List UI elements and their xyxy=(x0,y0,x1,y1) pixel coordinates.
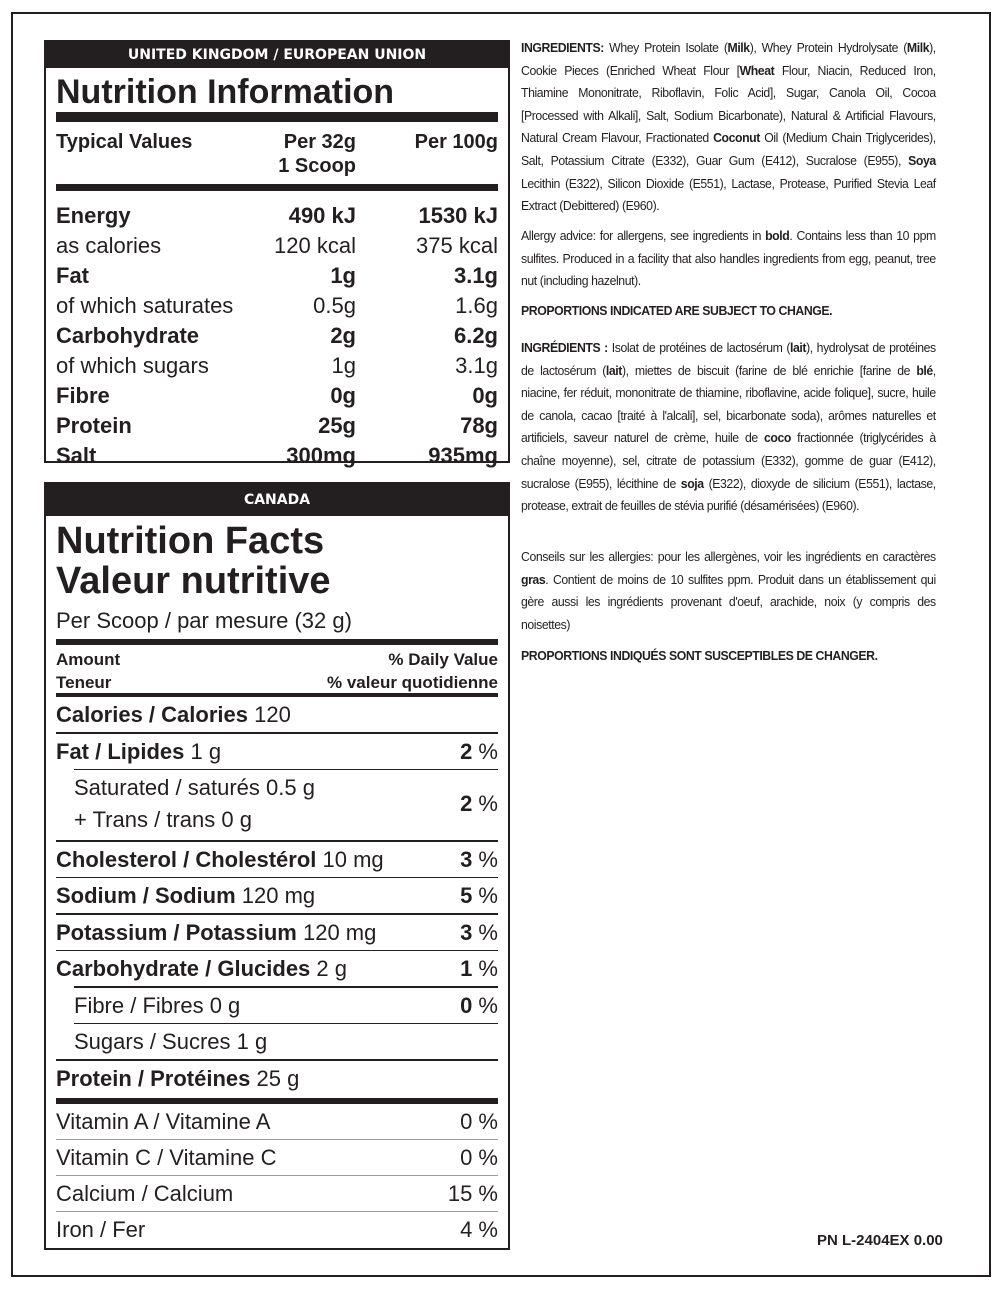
potassium-value: 120 mg xyxy=(296,919,377,945)
uk-divider xyxy=(56,184,498,191)
potassium-row xyxy=(56,915,498,950)
uk-row-label: Protein xyxy=(56,413,132,438)
cholesterol-value: 10 mg xyxy=(316,846,384,872)
sodium-pct: 5 xyxy=(460,883,473,908)
uk-header-per-32g: Per 32g xyxy=(283,131,356,153)
vitamin-label: Vitamin A / Vitamine A xyxy=(56,1108,271,1134)
allergen-bold: Wheat xyxy=(739,62,775,78)
allergy-text: Allergy advice: for allergens, see ingredients in xyxy=(521,228,766,243)
uk-header-per-100g: Per 100g xyxy=(414,131,498,153)
uk-row xyxy=(56,321,498,351)
amount-label-en: Amount xyxy=(56,650,121,669)
uk-title: Nutrition Information xyxy=(56,73,395,111)
ingredients-text: Whey Protein Isolate ( xyxy=(603,40,728,55)
allergen-bold: coco xyxy=(763,430,791,446)
uk-row-per-scoop: 0.5g xyxy=(313,293,356,318)
vitamin-label: Calcium / Calcium xyxy=(56,1180,234,1206)
uk-row xyxy=(56,411,498,441)
uk-row xyxy=(56,351,498,381)
allergy-text: . Contains less than 10 ppm sulfites. Produced in a facility that also handles ingredients from egg, peanut, tree nut (including hazelnut). xyxy=(521,228,936,289)
allergy-bold: gras xyxy=(521,571,546,587)
ingredients-en xyxy=(521,37,936,218)
allergen-bold: blé xyxy=(916,362,933,378)
saturated-pct: 2 xyxy=(460,791,473,816)
allergy-bold: bold xyxy=(765,228,790,243)
carbohydrate-value: 2 g xyxy=(310,956,347,981)
uk-row-per-100g: 0g xyxy=(472,383,498,408)
fibre-label: Fibre / Fibres 0 g xyxy=(74,992,241,1018)
ingredients-text: fractionnée (triglycérides à chaîne moyenne), sel, citrate de potassium (E332), gomme de guar (E412), sucralose (E955), lécithine de xyxy=(521,430,936,491)
uk-nutrition-panel xyxy=(44,40,510,468)
uk-header-typical: Typical Values xyxy=(56,131,193,153)
calories-value: 120 xyxy=(247,702,291,727)
ingredients-text: Lecithin (E322), Silicon Dioxide (E551), Lactase, Protease, Purified Stevia Leaf Extract (Debittered) (E960). xyxy=(521,175,936,214)
uk-row-per-100g: 3.1g xyxy=(455,353,498,378)
uk-row-per-100g: 6.2g xyxy=(453,323,498,348)
calories-row xyxy=(56,697,498,732)
protein-value: 25 g xyxy=(250,1065,300,1091)
uk-row-per-100g: 3.1g xyxy=(453,263,498,288)
canada-amount-header xyxy=(56,645,498,693)
vitamin-row xyxy=(56,1140,498,1175)
pct-sign: % xyxy=(472,919,498,945)
pct-sign: % xyxy=(472,738,498,764)
carbohydrate-label: Carbohydrate / Glucides xyxy=(56,956,311,981)
potassium-label: Potassium / Potassium xyxy=(56,919,297,945)
uk-row-per-scoop: 25g xyxy=(318,413,356,438)
daily-value-label-en: % Daily Value xyxy=(388,650,498,669)
allergy-advice-en xyxy=(521,225,936,293)
uk-row xyxy=(56,261,498,291)
uk-header-1-scoop: 1 Scoop xyxy=(278,155,356,177)
uk-row-label: Fat xyxy=(56,263,89,288)
allergen-bold: lait xyxy=(605,362,622,378)
canada-nutrition-panel xyxy=(44,482,510,1250)
uk-row-label: Salt xyxy=(56,443,97,468)
ingredients-text: Oil (Medium Chain Triglycerides), Salt, Potassium Citrate (E332), Guar Gum (E412), Sucralose (E955), xyxy=(521,130,936,168)
proportions-notice-en: PROPORTIONS INDICATED ARE SUBJECT TO CHANGE. xyxy=(521,303,833,318)
allergen-bold: soja xyxy=(680,475,704,491)
protein-row xyxy=(56,1061,498,1096)
allergy-advice-fr xyxy=(521,546,936,636)
calories-label: Calories / Calories xyxy=(56,702,248,727)
uk-region-bar: UNITED KINGDOM / EUROPEAN UNION xyxy=(46,42,508,68)
amount-label-fr: Teneur xyxy=(56,673,112,692)
pct-sign: % xyxy=(472,992,498,1018)
part-number: PN L-2404EX 0.00 xyxy=(817,1232,943,1249)
pct-sign: % xyxy=(472,883,498,908)
sodium-label: Sodium / Sodium xyxy=(56,883,236,908)
ingredients-text: Flour, Niacin, Reduced Iron, Thiamine Mononitrate, Riboflavin, Folic Acid], Sugar, Canola Oil, Cocoa [Processed with Alkali], Salt, Sodium Bicarbonate), Natural & Artificial Flavours, Natural Cream Flavour, Fractionated xyxy=(521,62,936,146)
uk-row-label: Energy xyxy=(56,203,131,228)
uk-row-label: of which saturates xyxy=(56,293,234,318)
sugars-label: Sugars / Sucres 1 g xyxy=(74,1029,268,1054)
uk-row-label: of which sugars xyxy=(56,353,209,378)
cholesterol-row xyxy=(56,842,498,877)
canada-title-en: Nutrition Facts xyxy=(56,520,325,562)
ingredients-text: ), miettes de biscuit (farine de blé enrichie [farine de xyxy=(621,362,917,378)
cholesterol-pct: 3 xyxy=(460,846,473,872)
sodium-row xyxy=(56,878,498,913)
fat-row xyxy=(56,734,498,769)
uk-row-label: as calories xyxy=(56,233,162,258)
carbohydrate-pct: 1 xyxy=(460,956,473,981)
ingredients-text: (E322), dioxyde de silicium (E551), lactase, protease, extrait de feuilles de stévia purifié (désamérisées) (E960). xyxy=(521,475,936,514)
vitamin-row xyxy=(56,1104,498,1139)
uk-row-per-scoop: 1g xyxy=(330,263,356,288)
fat-pct: 2 xyxy=(460,738,473,764)
uk-divider xyxy=(56,112,498,122)
allergen-bold: Milk xyxy=(727,40,750,55)
saturated-label: Saturated / saturés 0.5 g xyxy=(74,775,315,800)
uk-row-per-scoop: 300mg xyxy=(286,443,356,468)
uk-header-per-scoop xyxy=(278,130,356,178)
uk-row-per-scoop: 1g xyxy=(331,353,356,378)
uk-row-per-100g: 78g xyxy=(460,413,498,438)
saturated-trans-row xyxy=(56,770,498,840)
sugars-row xyxy=(56,1024,498,1059)
ingredients-text: ), Whey Protein Hydrolysate ( xyxy=(749,40,907,55)
uk-row xyxy=(56,381,498,411)
fat-value: 1 g xyxy=(184,738,222,764)
allergen-bold: Soya xyxy=(908,152,936,168)
ingredients-text: ), hydrolysat de protéines de lactosérum ( xyxy=(521,340,936,378)
vitamin-row xyxy=(56,1176,498,1211)
vitamin-pct: 0 % xyxy=(460,1108,498,1134)
ingredients-text: Isolat de protéines de lactosérum ( xyxy=(607,340,791,355)
uk-row-per-scoop: 490 kJ xyxy=(288,203,356,228)
canada-region-bar: CANADA xyxy=(46,484,508,516)
pct-sign: % xyxy=(472,791,498,816)
vitamin-pct: 0 % xyxy=(460,1144,498,1170)
fibre-pct: 0 xyxy=(460,992,473,1018)
uk-row-per-100g: 935mg xyxy=(428,443,498,468)
allergen-bold: Coconut xyxy=(713,130,760,146)
canada-title-fr: Valeur nutritive xyxy=(56,560,331,602)
uk-rows xyxy=(56,201,498,471)
uk-row xyxy=(56,441,498,471)
uk-column-header xyxy=(56,122,498,184)
uk-row-per-100g: 1530 kJ xyxy=(418,203,498,228)
pct-sign: % xyxy=(472,956,498,981)
uk-row-per-100g: 375 kcal xyxy=(416,233,498,258)
ingredients-fr-heading: INGRÉDIENTS : xyxy=(521,340,608,355)
canada-serving-size: Per Scoop / par mesure (32 g) xyxy=(56,608,352,633)
trans-label: + Trans / trans 0 g xyxy=(74,807,252,832)
sodium-value: 120 mg xyxy=(235,883,316,908)
uk-row-per-scoop: 2g xyxy=(330,323,356,348)
pct-sign: % xyxy=(472,846,498,872)
protein-label: Protein / Protéines xyxy=(56,1065,251,1091)
daily-value-label-fr: % valeur quotidienne xyxy=(327,673,498,692)
allergy-text: . Contient de moins de 10 sulfites ppm. Produit dans un établissement qui gère aussi les ingrédients provenant d'oeuf, arachide, noix (y compris des noisettes) xyxy=(521,571,936,632)
vitamin-label: Iron / Fer xyxy=(56,1216,146,1242)
uk-row-label: Carbohydrate xyxy=(56,323,200,348)
uk-row-label: Fibre xyxy=(56,383,110,408)
vitamin-row xyxy=(56,1212,498,1247)
uk-row xyxy=(56,201,498,231)
carbohydrate-row xyxy=(56,951,498,986)
potassium-pct: 3 xyxy=(460,919,473,945)
uk-row-per-scoop: 120 kcal xyxy=(274,233,356,258)
uk-row-per-100g: 1.6g xyxy=(455,293,498,318)
ingredients-en-heading: INGREDIENTS: xyxy=(521,40,604,55)
uk-row xyxy=(56,291,498,321)
ingredients-fr xyxy=(521,337,936,518)
ingredients-text: , niacine, fer réduit, mononitrate de thiamine, riboflavine, acide folique], sucre, huile de canola, cacao [traité à l'alcali], sel, bicarbonate soda), arômes naturelles et artificiels, saveur naturel de crème, huile de xyxy=(521,362,936,446)
allergen-bold: lait xyxy=(790,340,807,355)
fibre-row xyxy=(56,988,498,1023)
vitamin-pct: 4 % xyxy=(460,1216,498,1242)
cholesterol-label: Cholesterol / Cholestérol xyxy=(56,846,317,872)
vitamin-label: Vitamin C / Vitamine C xyxy=(56,1144,277,1170)
fat-label: Fat / Lipides xyxy=(56,738,185,764)
allergy-text: Conseils sur les allergies: pour les allergènes, voir les ingrédients en caractères xyxy=(521,549,936,564)
allergen-bold: Milk xyxy=(906,40,930,55)
vitamin-pct: 15 % xyxy=(447,1180,498,1206)
ingredients-text: ), Cookie Pieces (Enriched Wheat Flour [ xyxy=(521,40,936,78)
uk-row xyxy=(56,231,498,261)
proportions-notice-fr: PROPORTIONS INDIQUÉS SONT SUSCEPTIBLES DE CHANGER. xyxy=(521,648,878,663)
uk-row-per-scoop: 0g xyxy=(330,383,356,408)
